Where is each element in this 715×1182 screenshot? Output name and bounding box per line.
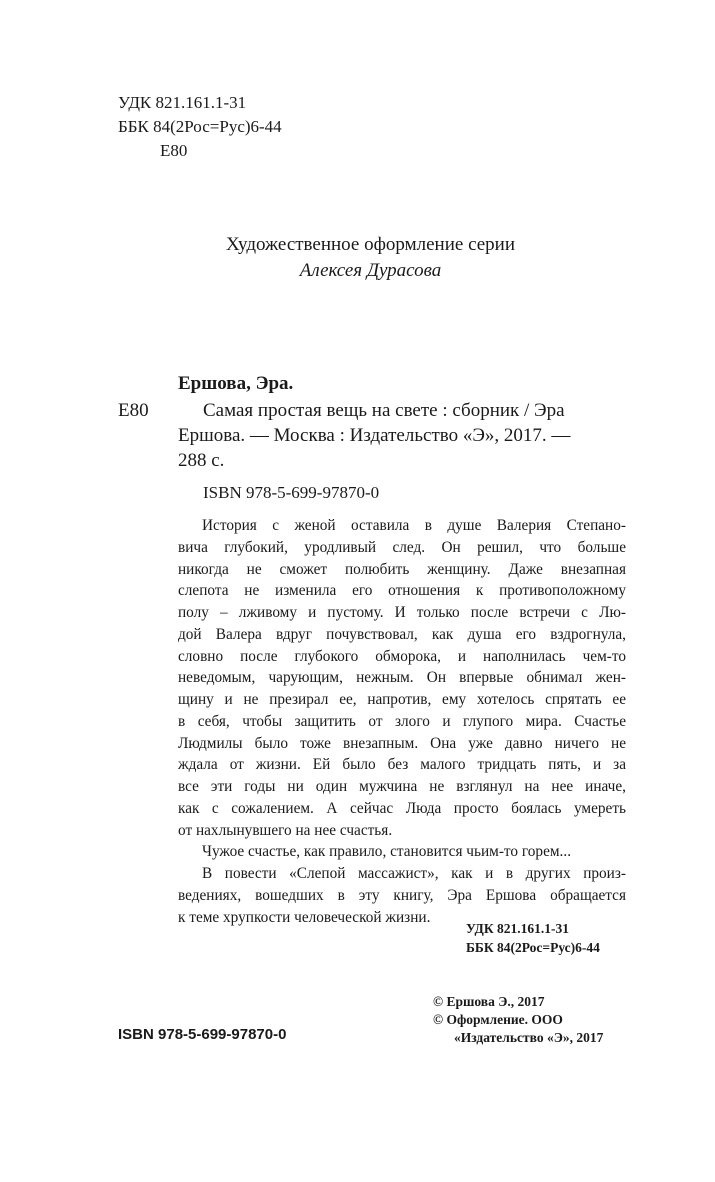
annotation-line: все эти годы ни один мужчина не взглянул на нее иначе, [178, 778, 626, 795]
author-mark: Е80 [160, 141, 188, 160]
entry-isbn: ISBN 978-5-699-97870-0 [203, 483, 380, 502]
annotation-line: неведомым, чарующим, нежным. Он впервые обнимал жен- [178, 669, 626, 687]
entry-code: Е80 [118, 400, 149, 421]
annotation-line: Людмилы было тоже внезапным. Она уже давно ничего не [178, 734, 626, 752]
bbk-code: ББК 84(2Рос=Рус)6-44 [118, 117, 282, 136]
annotation-line: к теме хрупкости человеческой жизни. [178, 908, 431, 926]
annotation-line: щину и не презирал ее, напротив, ему хотелось спрятать ее [178, 691, 626, 708]
copyright-publisher: «Издательство «Э», 2017 [454, 1030, 604, 1045]
annotation-line: от нахлынувшего на нее счастья. [178, 821, 393, 839]
annotation-paragraph-2 [178, 841, 626, 863]
annotation-line: ведениях, вошедших в эту книгу, Эра Ершова обращается [178, 886, 626, 904]
design-credit-name [13, 258, 715, 283]
copyright-author: © Ершова Э., 2017 [433, 994, 545, 1009]
entry-publication-line: Ершова. — Москва : Издательство «Э», 2017. — [178, 425, 571, 446]
designer-name: Алексея Дурасова [299, 260, 442, 281]
entry-author: Ершова, Эра. [178, 373, 294, 394]
entry-pages: 288 с. [178, 450, 225, 471]
entry-title-line: Самая простая вещь на свете : сборник / Эра [203, 400, 565, 421]
annotation-line: словно после глубокого обморока, и наполнилась чем-то [178, 647, 626, 665]
isbn-bottom: ISBN 978-5-699-97870-0 [118, 1026, 287, 1043]
annotation-line: дой Валера вдруг почувствовал, как душа его вздрогнула, [178, 625, 626, 643]
annotation-line: никогда не сможет полюбить женщину. Даже внезапная [178, 560, 626, 578]
annotation-line: В повести «Слепой массажист», как и в других произ- [202, 865, 626, 882]
annotation-line: в себя, чтобы защитить от злого и глупого мира. Счастье [178, 712, 626, 730]
annotation-line: слепота не изменила его отношения к противоположному [178, 582, 626, 600]
annotation [178, 515, 626, 928]
udk-code: УДК 821.161.1-31 [118, 93, 247, 112]
footer-bbk-code: ББК 84(2Рос=Рус)6-44 [466, 940, 600, 955]
annotation-line: как с сожалением. А сейчас Люда просто боялась умереть [178, 799, 626, 817]
annotation-line: полу – лживому и пустому. И только после встречи с Лю- [178, 604, 626, 621]
copyright-design: © Оформление. ООО [433, 1012, 563, 1027]
annotation-line: Чужое счастье, как правило, становится чьим-то горем... [202, 843, 572, 861]
annotation-line: История с женой оставила в душе Валерия Степано- [202, 517, 626, 534]
footer-udk-code: УДК 821.161.1-31 [466, 921, 569, 936]
annotation-line: вича глубокий, уродливый след. Он решил, что больше [178, 538, 626, 556]
annotation-paragraph-1 [178, 515, 626, 841]
annotation-line: ждала от жизни. Ей было без малого тридцать пять, и за [178, 756, 626, 774]
design-credit-line: Художественное оформление серии [225, 234, 516, 255]
